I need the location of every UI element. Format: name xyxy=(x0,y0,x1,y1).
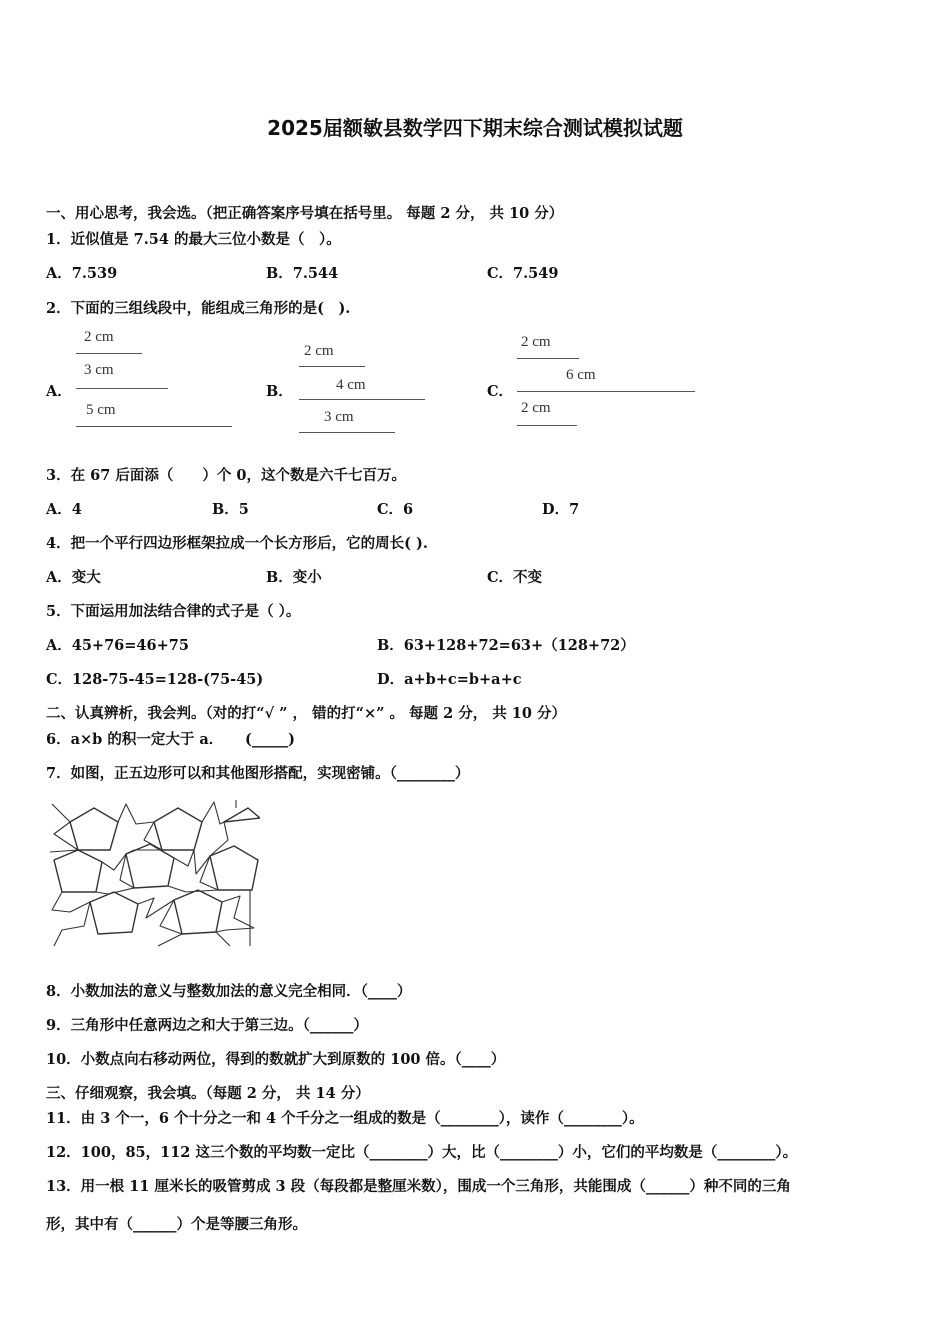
question-8: 8．小数加法的意义与整数加法的意义完全相同．（____） xyxy=(46,983,412,1000)
q2-c-segment-2 xyxy=(517,391,695,392)
question-3: 3．在 67 后面添（ ）个 0，这个数是六千七百万。 xyxy=(46,467,406,484)
question-7: 7．如图，正五边形可以和其他图形搭配，实现密铺。（________） xyxy=(46,765,470,782)
q2-b-segment-3 xyxy=(299,432,395,433)
question-13-line-1: 13．用一根 11 厘米长的吸管剪成 3 段（每段都是整厘米数），围成一个三角形，共能围成（______）种不同的三角 xyxy=(46,1178,791,1195)
q2-option-a-label: A． xyxy=(46,383,72,400)
question-1: 1．近似值是 7.54 的最大三位小数是（ ）。 xyxy=(46,231,341,248)
q2-a-segment-3-label: 5 cm xyxy=(86,402,116,418)
q2-a-segment-2 xyxy=(76,388,168,389)
question-4: 4．把一个平行四边形框架拉成一个长方形后，它的周长( ). xyxy=(46,535,428,552)
q5-option-b: B．63+128+72=63+（128+72） xyxy=(377,637,635,654)
q2-a-segment-1 xyxy=(76,353,142,354)
q2-b-segment-2 xyxy=(299,399,425,400)
q2-c-segment-3 xyxy=(517,425,577,426)
q2-a-segment-1-label: 2 cm xyxy=(84,329,114,345)
page-title: 2025届额敏县数学四下期末综合测试模拟试题 xyxy=(267,116,683,140)
q3-option-b: B．5 xyxy=(212,501,249,518)
q2-a-segment-3 xyxy=(76,426,232,427)
question-13-line-2: 形，其中有（______）个是等腰三角形。 xyxy=(46,1216,307,1233)
question-2: 2．下面的三组线段中，能组成三角形的是( ). xyxy=(46,300,351,317)
pentagon-tessellation-figure xyxy=(50,800,260,948)
q4-option-c: C．不变 xyxy=(487,569,543,586)
q5-option-c: C．128-75-45=128-(75-45) xyxy=(46,671,264,688)
q2-a-segment-2-label: 3 cm xyxy=(84,362,114,378)
q2-b-segment-3-label: 3 cm xyxy=(324,409,354,425)
q2-option-c-label: C． xyxy=(487,383,514,400)
question-6: 6．a×b 的积一定大于 a． (_____) xyxy=(46,731,295,748)
section-1-header: 一、用心思考，我会选。（把正确答案序号填在括号里。 每题 2 分， 共 10 分） xyxy=(46,205,564,222)
pentagon-row-top xyxy=(70,808,260,850)
q3-option-d: D．7 xyxy=(542,501,580,518)
q2-b-segment-1 xyxy=(299,366,365,367)
q4-option-b: B．变小 xyxy=(266,569,322,586)
pentagon-row-middle xyxy=(54,844,258,892)
q1-option-b: B．7.544 xyxy=(266,265,339,282)
section-3-header: 三、仔细观察，我会填。（每题 2 分， 共 14 分） xyxy=(46,1085,370,1102)
q1-option-c: C．7.549 xyxy=(487,265,559,282)
q5-option-d: D．a+b+c=b+a+c xyxy=(377,671,522,688)
section-2-header: 二、认真辨析，我会判。（对的打“√ ” ， 错的打“×” 。 每题 2 分， 共 10 分） xyxy=(46,705,567,722)
q2-b-segment-1-label: 2 cm xyxy=(304,343,334,359)
q3-option-a: A．4 xyxy=(46,501,82,518)
q2-c-segment-1-label: 2 cm xyxy=(521,334,551,350)
question-5: 5．下面运用加法结合律的式子是（ ）。 xyxy=(46,603,301,620)
q2-c-segment-3-label: 2 cm xyxy=(521,400,551,416)
q4-option-a: A．变大 xyxy=(46,569,101,586)
q1-option-a: A．7.539 xyxy=(46,265,118,282)
q2-option-b-label: B． xyxy=(266,383,293,400)
question-12: 12．100，85，112 这三个数的平均数一定比（________）大，比（________）小，它们的平均数是（________）。 xyxy=(46,1144,798,1161)
q2-c-segment-1 xyxy=(517,358,579,359)
star-shapes xyxy=(50,800,254,946)
q2-b-segment-2-label: 4 cm xyxy=(336,377,366,393)
q5-option-a: A．45+76=46+75 xyxy=(46,637,189,654)
q3-option-c: C．6 xyxy=(377,501,414,518)
question-11: 11．由 3 个一，6 个十分之一和 4 个千分之一组成的数是（________），读作（________）。 xyxy=(46,1110,644,1127)
question-9: 9．三角形中任意两边之和大于第三边。（______） xyxy=(46,1017,368,1034)
question-10: 10．小数点向右移动两位，得到的数就扩大到原数的 100 倍。（____） xyxy=(46,1051,506,1068)
q2-c-segment-2-label: 6 cm xyxy=(566,367,596,383)
